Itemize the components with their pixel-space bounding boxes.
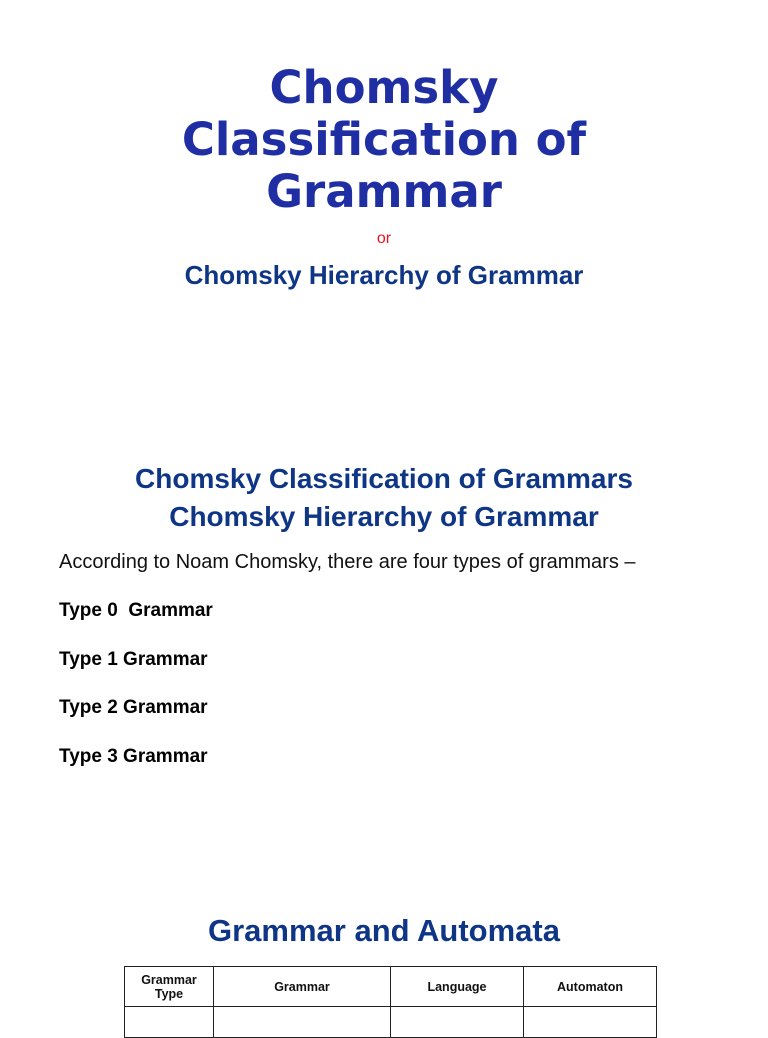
table-row <box>125 1007 657 1038</box>
table-header-cell: Grammar Type <box>125 967 214 1007</box>
slide2-heading-line: Chomsky Classification of Grammars <box>135 463 633 494</box>
slide1-title-line: Chomsky <box>269 61 499 114</box>
slide2-heading <box>0 460 768 536</box>
slide1-title-line: Classification of <box>181 113 587 166</box>
table-header-cell: Language <box>391 967 524 1007</box>
table-header-cell: Grammar <box>214 967 391 1007</box>
slide1-connector: or <box>376 230 392 247</box>
table-cell <box>214 1007 391 1038</box>
slide3-heading: Grammar and Automata <box>208 913 560 948</box>
table-cell <box>125 1007 214 1038</box>
grammar-type-item: Type 3 Grammar <box>59 746 208 767</box>
slide2-heading-line: Chomsky Hierarchy of Grammar <box>169 501 599 532</box>
grammar-automata-table <box>124 966 657 1038</box>
slide1-title-line: Grammar <box>266 165 502 218</box>
grammar-type-item: Type 2 Grammar <box>59 697 208 718</box>
slide2-intro-text: According to Noam Chomsky, there are four types of grammars – <box>59 551 636 573</box>
grammar-type-item: Type 0 Grammar <box>59 600 213 621</box>
grammar-type-item: Type 1 Grammar <box>59 649 208 670</box>
table-cell <box>524 1007 657 1038</box>
slide1-title <box>0 62 768 218</box>
slide1-subtitle: Chomsky Hierarchy of Grammar <box>184 260 584 290</box>
table-header-row <box>125 967 657 1007</box>
table-cell <box>391 1007 524 1038</box>
table-header-cell: Automaton <box>524 967 657 1007</box>
